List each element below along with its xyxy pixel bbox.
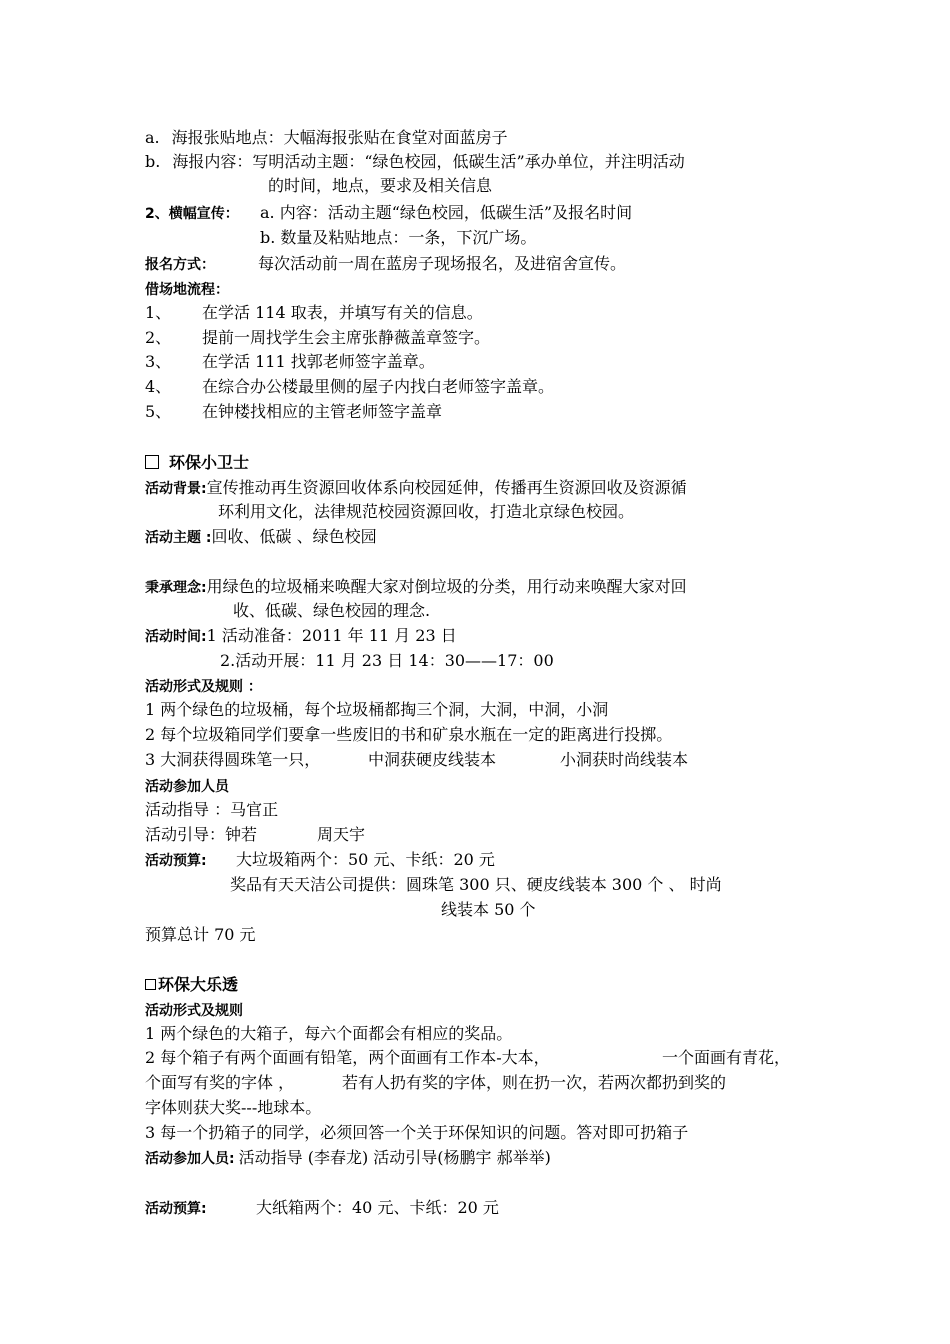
banner-content-text: a. 内容：活动主题“绿色校园，低碳生活”及报名时间 <box>260 203 633 222</box>
venue-step-text: 提前一周找学生会主席张静薇盖章签字。 <box>202 328 491 347</box>
rule-item: 2 每个箱子有两个面画有铅笔，两个面画有工作本-大本， <box>145 1048 550 1067</box>
step-number: 5、 <box>145 402 172 421</box>
theme-text: 回收、低碳 、绿色校园 <box>211 527 377 546</box>
budget-text: 大纸箱两个：40 元、卡纸：20 元 <box>256 1198 499 1217</box>
guard-idea-line <box>145 575 687 600</box>
guard-background-line <box>145 476 687 501</box>
rule-item: 3 大洞获得圆珠笔一只， <box>145 750 321 769</box>
budget-total: 预算总计 70 元 <box>145 925 256 944</box>
rule-item: 1 两个绿色的垃圾桶，每个垃圾桶都掏三个洞，大洞，中洞，小洞 <box>145 700 609 719</box>
rule-item-part: 若有人扔有奖的字体，则在扔一次，若两次都扔到奖的 <box>342 1073 727 1092</box>
section-title: 环保大乐透 <box>158 975 239 994</box>
background-continued: 环利用文化，法律规范校园资源回收，打造北京绿色校园。 <box>218 502 635 521</box>
poster-content-continued: 的时间，地点，要求及相关信息 <box>268 176 493 195</box>
rule-item-part: 小洞获时尚线装本 <box>560 750 689 769</box>
guard-section-title <box>145 451 249 475</box>
budget-text: 大垃圾箱两个：50 元、卡纸：20 元 <box>236 850 495 869</box>
banner-line <box>145 201 239 226</box>
guard-theme-line <box>145 525 377 550</box>
venue-step <box>145 326 171 350</box>
lotto-rules-label-line <box>145 998 243 1023</box>
poster-location-line <box>145 126 508 150</box>
time-label: 活动时间: <box>145 629 207 645</box>
list-marker: a. <box>145 128 160 147</box>
lotto-section-title <box>145 973 238 997</box>
prize-continued: 线装本 50 个 <box>441 900 536 919</box>
venue-step <box>145 301 171 325</box>
step-number: 1、 <box>145 303 172 322</box>
lead-text: 活动引导：钟若 <box>145 825 258 844</box>
poster-content-line <box>145 150 685 174</box>
background-label: 活动背景: <box>145 481 207 497</box>
people-label: 活动参加人员 <box>145 779 229 795</box>
lotto-budget-line <box>145 1196 207 1221</box>
idea-continued: 收、低碳、绿色校园的理念. <box>233 601 431 620</box>
guard-people-label-line <box>145 774 229 799</box>
banner-quantity-text: b. 数量及粘贴地点：一条，下沉广场。 <box>260 228 537 247</box>
poster-location-text: 海报张贴地点：大幅海报张贴在食堂对面蓝房子 <box>171 128 508 147</box>
rules-label: 活动形式及规则 <box>145 1003 243 1019</box>
rule-item-part: 个面写有奖的字体 ， <box>145 1073 295 1092</box>
signup-text: 每次活动前一周在蓝房子现场报名，及进宿舍宣传。 <box>258 254 627 273</box>
rule-item-part: 一个面画有青花， <box>662 1048 791 1067</box>
rule-item-part: 中洞获硬皮线装本 <box>368 750 497 769</box>
lead-text-part: 周天宇 <box>317 825 366 844</box>
rule-item-part: 字体则获大奖---地球本。 <box>145 1098 322 1117</box>
venue-step-text: 在学活 114 取表，并填写有关的信息。 <box>202 303 483 322</box>
lotto-people-line <box>145 1146 551 1171</box>
time-run-text: 2.活动开展：11 月 23 日 14：30——17：00 <box>220 651 554 670</box>
guide-text: 活动指导 ：马官正 <box>145 800 279 819</box>
idea-label: 秉承理念: <box>145 580 207 596</box>
guard-time-line <box>145 624 457 649</box>
venue-step-text: 在学活 111 找郭老师签字盖章。 <box>202 352 435 371</box>
rule-item: 3 每一个扔箱子的同学，必须回答一个关于环保知识的问题。答对即可扔箱子 <box>145 1123 689 1142</box>
venue-step <box>145 400 171 424</box>
rule-item: 2 每个垃圾箱同学们要拿一些废旧的书和矿泉水瓶在一定的距离进行投掷。 <box>145 725 673 744</box>
checkbox-square-icon <box>145 455 159 469</box>
rule-item: 1 两个绿色的大箱子，每六个面都会有相应的奖品。 <box>145 1024 513 1043</box>
budget-label: 活动预算: <box>145 1201 207 1217</box>
venue-step-text: 在钟楼找相应的主管老师签字盖章 <box>202 402 443 421</box>
people-label: 活动参加人员: <box>145 1151 235 1167</box>
checkbox-square-icon <box>145 979 156 990</box>
step-number: 2、 <box>145 328 172 347</box>
signup-label: 报名方式： <box>145 257 215 273</box>
step-number: 4、 <box>145 377 172 396</box>
poster-content-text: 海报内容：写明活动主题：“绿色校园，低碳生活”承办单位，并注明活动 <box>172 152 685 171</box>
section-title: 环保小卫士 <box>169 453 250 472</box>
guard-rules-label-line <box>145 674 262 699</box>
budget-label: 活动预算: <box>145 853 207 869</box>
people-text: 活动指导 (李春龙) 活动引导(杨鹏宇 郝举举) <box>238 1148 551 1167</box>
rules-label: 活动形式及规则 ： <box>145 679 262 695</box>
idea-text: 用绿色的垃圾桶来唤醒大家对倒垃圾的分类，用行动来唤醒大家对回 <box>206 577 687 596</box>
prize-text: 奖品有天天洁公司提供：圆珠笔 300 只、硬皮线装本 300 个 、 时尚 <box>230 875 722 894</box>
venue-label-line <box>145 277 229 302</box>
banner-label: 2、横幅宣传： <box>145 206 239 222</box>
venue-step-text: 在综合办公楼最里侧的屋子内找白老师签字盖章。 <box>202 377 555 396</box>
signup-line <box>145 252 215 277</box>
guard-budget-line <box>145 848 207 873</box>
theme-label: 活动主题 : <box>145 530 212 546</box>
venue-step <box>145 350 171 374</box>
step-number: 3、 <box>145 352 172 371</box>
list-marker: b. <box>145 152 161 171</box>
time-prepare-text: 1 活动准备：2011 年 11 月 23 日 <box>206 626 457 645</box>
venue-step <box>145 375 171 399</box>
background-text: 宣传推动再生资源回收体系向校园延伸，传播再生资源回收及资源循 <box>206 478 687 497</box>
venue-label: 借场地流程： <box>145 282 229 298</box>
